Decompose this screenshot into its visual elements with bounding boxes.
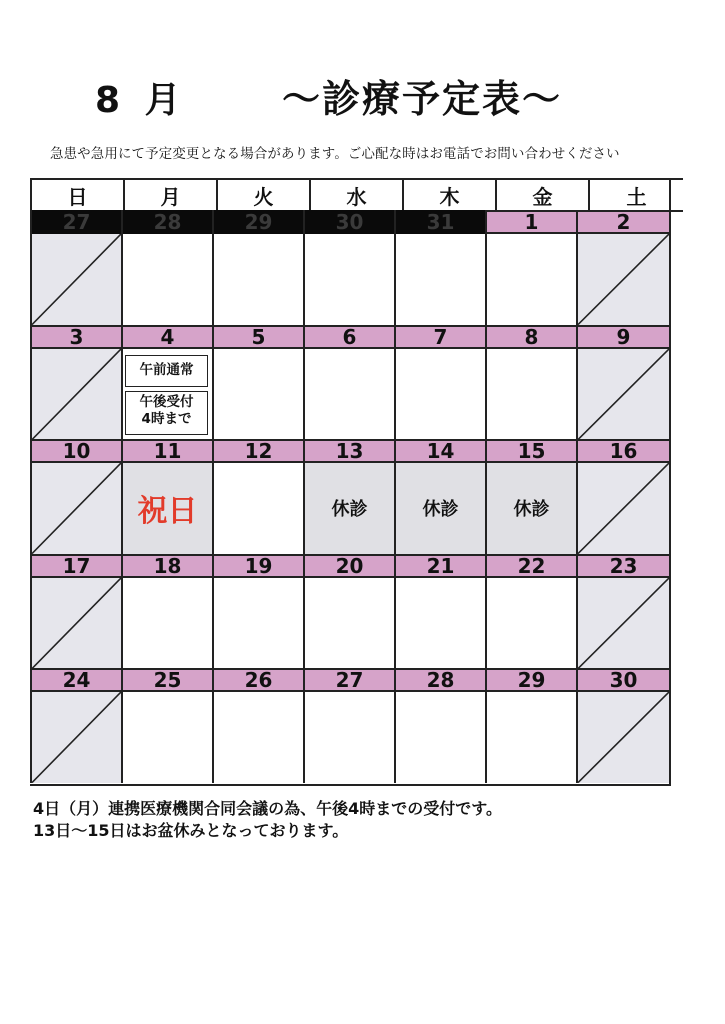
day-cell <box>30 463 121 554</box>
day-cell <box>576 349 669 440</box>
weekday-sat: 土 <box>588 178 683 212</box>
day-cell <box>303 578 394 669</box>
day-cell <box>394 692 485 783</box>
closed-slash-icon <box>32 692 121 783</box>
day-number: 8 <box>485 325 576 349</box>
day-number: 3 <box>30 325 121 349</box>
day-cell <box>121 349 212 440</box>
day-number: 27 <box>303 668 394 692</box>
day-number: 22 <box>485 554 576 578</box>
weekday-tue: 火 <box>216 178 309 212</box>
day-number: 1 <box>485 210 576 234</box>
day-number: 12 <box>212 439 303 463</box>
month-heading: 8 月 <box>95 80 187 121</box>
day-cell <box>121 578 212 669</box>
day-number: 7 <box>394 325 485 349</box>
prev-month-day-number: 29 <box>212 210 303 234</box>
day-number: 23 <box>576 554 669 578</box>
day-number: 9 <box>576 325 669 349</box>
day-cell <box>485 349 576 440</box>
day-cell <box>30 578 121 669</box>
day-number: 26 <box>212 668 303 692</box>
weekday-sun: 日 <box>30 178 123 212</box>
day-cell <box>576 692 669 783</box>
footer-line-2: 13日～15日はお盆休みとなっております。 <box>33 821 349 840</box>
weekday-fri: 金 <box>495 178 588 212</box>
day-number: 6 <box>303 325 394 349</box>
week-row <box>30 439 669 554</box>
holiday-label: 祝日 <box>137 494 198 530</box>
day-number: 15 <box>485 439 576 463</box>
day-cell <box>30 692 121 783</box>
weekday-mon: 月 <box>123 178 216 212</box>
day-cell <box>485 234 576 325</box>
day-cell <box>485 463 576 554</box>
day-cell <box>212 463 303 554</box>
afternoon-until-4-note: 午後受付 4時まで <box>125 391 208 435</box>
closed-label: 休診 <box>422 499 459 521</box>
week-row <box>30 325 669 440</box>
day-cell <box>303 234 394 325</box>
prev-month-day-number: 27 <box>30 210 121 234</box>
day-cell <box>394 463 485 554</box>
day-number: 18 <box>121 554 212 578</box>
day-cell <box>394 578 485 669</box>
closed-slash-icon <box>578 463 669 554</box>
day-cell <box>121 692 212 783</box>
day-number: 24 <box>30 668 121 692</box>
week-row <box>30 554 669 669</box>
day-number: 10 <box>30 439 121 463</box>
weekday-header <box>30 178 669 210</box>
day-cell <box>212 578 303 669</box>
day-cell <box>303 692 394 783</box>
closed-slash-icon <box>578 349 669 440</box>
morning-normal-note: 午前通常 <box>125 355 208 387</box>
closed-label: 休診 <box>331 499 368 521</box>
day-number: 2 <box>576 210 669 234</box>
day-number: 4 <box>121 325 212 349</box>
day-cell <box>303 349 394 440</box>
calendar-grid <box>30 178 671 786</box>
footer-notes <box>33 798 502 842</box>
day-number: 30 <box>576 668 669 692</box>
day-number: 28 <box>394 668 485 692</box>
day-cell <box>394 349 485 440</box>
closed-slash-icon <box>578 692 669 783</box>
day-cell <box>212 234 303 325</box>
day-cell <box>121 234 212 325</box>
footer-line-1: 4日（月）連携医療機関合同会議の為、午後4時までの受付です。 <box>33 799 502 818</box>
day-number: 14 <box>394 439 485 463</box>
day-cell <box>485 692 576 783</box>
day-cell <box>212 692 303 783</box>
day-number: 21 <box>394 554 485 578</box>
week-row <box>30 668 669 783</box>
day-number: 25 <box>121 668 212 692</box>
day-number: 16 <box>576 439 669 463</box>
day-cell <box>485 578 576 669</box>
day-cell <box>576 463 669 554</box>
closed-slash-icon <box>32 578 121 669</box>
day-cell <box>576 234 669 325</box>
page-title: ～診療予定表～ <box>282 77 563 121</box>
closed-slash-icon <box>578 234 669 325</box>
closed-slash-icon <box>578 578 669 669</box>
prev-month-day-number: 28 <box>121 210 212 234</box>
closed-slash-icon <box>32 349 121 440</box>
closed-slash-icon <box>32 234 121 325</box>
weekday-thu: 木 <box>402 178 495 212</box>
prev-month-day-number: 30 <box>303 210 394 234</box>
prev-month-day-number: 31 <box>394 210 485 234</box>
day-cell <box>394 234 485 325</box>
closed-slash-icon <box>32 463 121 554</box>
day-cell <box>30 349 121 440</box>
week-row <box>30 210 669 325</box>
day-number: 13 <box>303 439 394 463</box>
day-number: 20 <box>303 554 394 578</box>
day-cell <box>121 463 212 554</box>
day-cell <box>30 234 121 325</box>
day-number: 17 <box>30 554 121 578</box>
day-number: 11 <box>121 439 212 463</box>
weekday-wed: 水 <box>309 178 402 212</box>
day-cell <box>212 349 303 440</box>
day-number: 19 <box>212 554 303 578</box>
day-number: 29 <box>485 668 576 692</box>
notice-text: 急患や急用にて予定変更となる場合があります。ご心配な時はお電話でお問い合わせください <box>50 147 620 162</box>
day-cell <box>576 578 669 669</box>
closed-label: 休診 <box>513 499 550 521</box>
day-number: 5 <box>212 325 303 349</box>
day-cell <box>303 463 394 554</box>
